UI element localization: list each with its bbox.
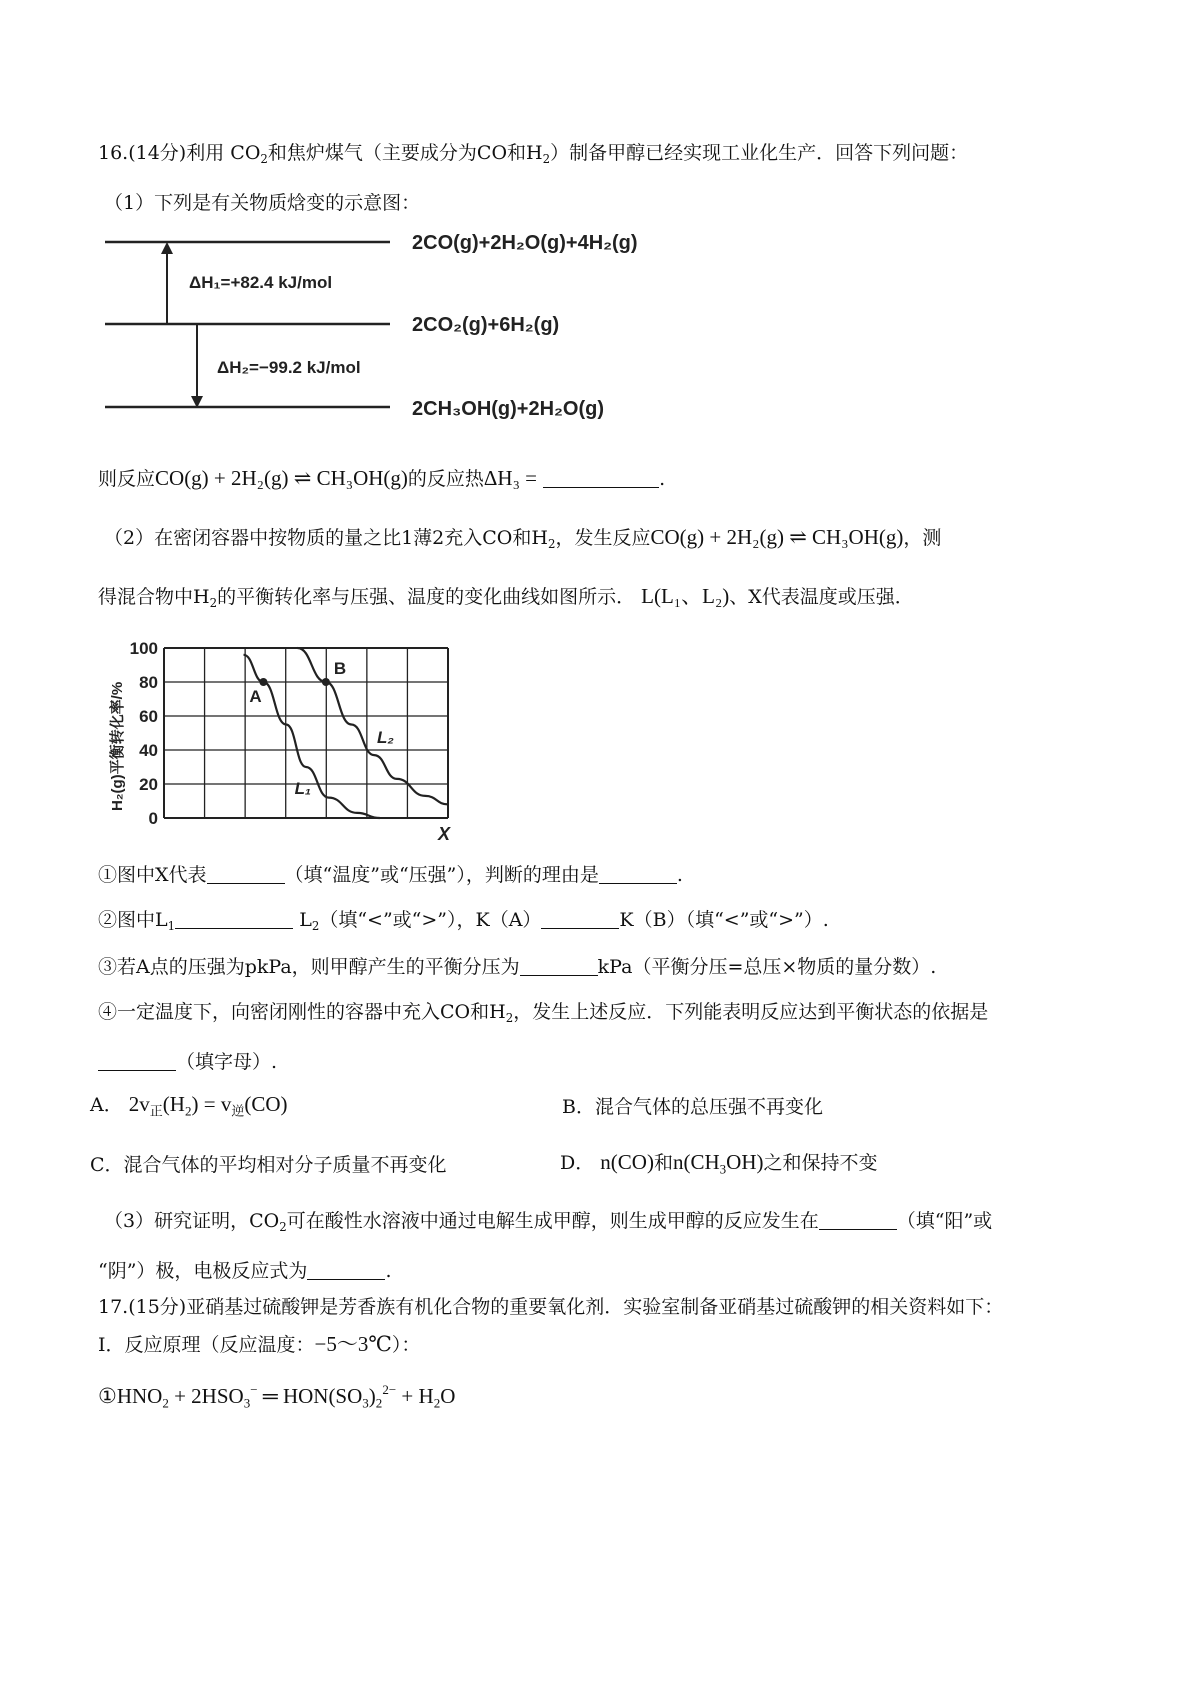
q17-stem: 17.(15分)亚硝基过硫酸钾是芳香族有机化合物的重要氧化剂．实验室制备亚硝基过硫酸钾的相关资料如下： — [98, 1296, 1004, 1318]
part3-line2: “阴”）极，电极反应式为 . — [98, 1256, 391, 1283]
answer-blank[interactable] — [307, 1258, 385, 1280]
y-tick-label: 80 — [139, 673, 158, 692]
x-axis-label: X — [438, 824, 451, 844]
enthalpy-diagram — [105, 220, 705, 430]
answer-blank[interactable] — [175, 907, 293, 929]
part1-intro: （1）下列是有关物质焓变的示意图： — [104, 192, 421, 214]
q16-stem: 16.(14分)利用 $CO_2$和焦炉煤气（主要成分为CO和$H_2$）制备甲醇已经实现工业化生产．回答下列问题： — [98, 142, 969, 167]
point-label-B: B — [333, 659, 347, 678]
part2-line1: （2）在密闭容器中按物质的量之比1薄2充入CO和$H_2$，发生反应CO(g) + 2H₂(g) ⇌ CH₃OH(g)，测 — [104, 525, 942, 552]
answer-blank[interactable] — [541, 907, 619, 929]
option-a[interactable]: A． $2v_正(H_2) = v_逆(CO)$ — [90, 1092, 288, 1119]
series-label-2: L₂ — [377, 728, 394, 748]
answer-blank[interactable] — [520, 954, 598, 976]
y-tick-label: 0 — [148, 809, 158, 828]
dh2-label: ΔH₂=−99.2 kJ/mol — [217, 358, 361, 377]
series-line-2 — [294, 648, 448, 804]
part3-line1: （3）研究证明，$CO_2$可在酸性水溶液中通过电解生成甲醇，则生成甲醇的反应发生在 （填“阳”或 — [104, 1206, 992, 1234]
sub2: ②图中$L_1$ $L_2$（填“<”或“>”），K（A） K（B）（填“<”或“>”）. — [98, 905, 829, 933]
y-tick-label: 100 — [129, 639, 158, 658]
option-c[interactable]: C．混合气体的平均相对分子质量不再变化 — [90, 1154, 447, 1176]
q17-equation1: $①HNO_2 + 2HSO_3^-$ ═ $HON(SO_3)_2^{2-} + H_2O$ — [98, 1382, 456, 1411]
level1-label: 2CO(g)+2H₂O(g)+4H₂(g) — [412, 232, 638, 254]
sub3: ③若A点的压强为pkPa，则甲醇产生的平衡分压为 kPa（平衡分压=总压×物质的量分数）. — [98, 952, 936, 979]
point-label-A: A — [249, 687, 262, 706]
conversion-chart — [100, 636, 460, 846]
answer-blank[interactable] — [543, 466, 659, 488]
part2-line2: 得混合物中$H_2$的平衡转化率与压强、温度的变化曲线如图所示． L(L₁、L₂)、X代表温度或压强． — [98, 584, 914, 611]
sub4-line2: （填字母）. — [98, 1047, 277, 1074]
point-B — [322, 678, 330, 686]
point-A — [259, 678, 267, 686]
sub1: ①图中X代表 （填“温度”或“压强”），判断的理由是 . — [98, 860, 683, 887]
option-b[interactable]: B．混合气体的总压强不再变化 — [562, 1096, 823, 1118]
level3-label: 2CH₃OH(g)+2H₂O(g) — [412, 398, 605, 420]
y-tick-label: 60 — [139, 707, 158, 726]
part1-question: 则反应CO(g) + 2H₂(g) ⇌ CH₃OH(g)的反应热ΔH₃ = . — [98, 466, 666, 490]
q17-section1: Ⅰ．反应原理（反应温度：−5～3℃）： — [98, 1332, 421, 1356]
dh1-label: ΔH₁=+82.4 kJ/mol — [189, 273, 333, 292]
answer-blank[interactable] — [98, 1049, 176, 1071]
answer-blank[interactable] — [599, 862, 677, 884]
y-axis-label: H₂(g)平衡转化率/% — [109, 681, 126, 811]
level2-label: 2CO₂(g)+6H₂(g) — [412, 314, 560, 336]
option-d[interactable]: D． n(CO)和$n(CH_3OH)$之和保持不变 — [560, 1150, 878, 1177]
sub4-line1: ④一定温度下，向密闭刚性的容器中充入CO和$H_2$，发生上述反应．下列能表明反应达到平衡状态的依据是 — [98, 1001, 989, 1026]
answer-blank[interactable] — [207, 862, 285, 884]
y-tick-label: 40 — [139, 741, 158, 760]
answer-blank[interactable] — [819, 1208, 897, 1230]
y-tick-label: 20 — [139, 775, 158, 794]
series-label-1: L₁ — [294, 779, 312, 799]
